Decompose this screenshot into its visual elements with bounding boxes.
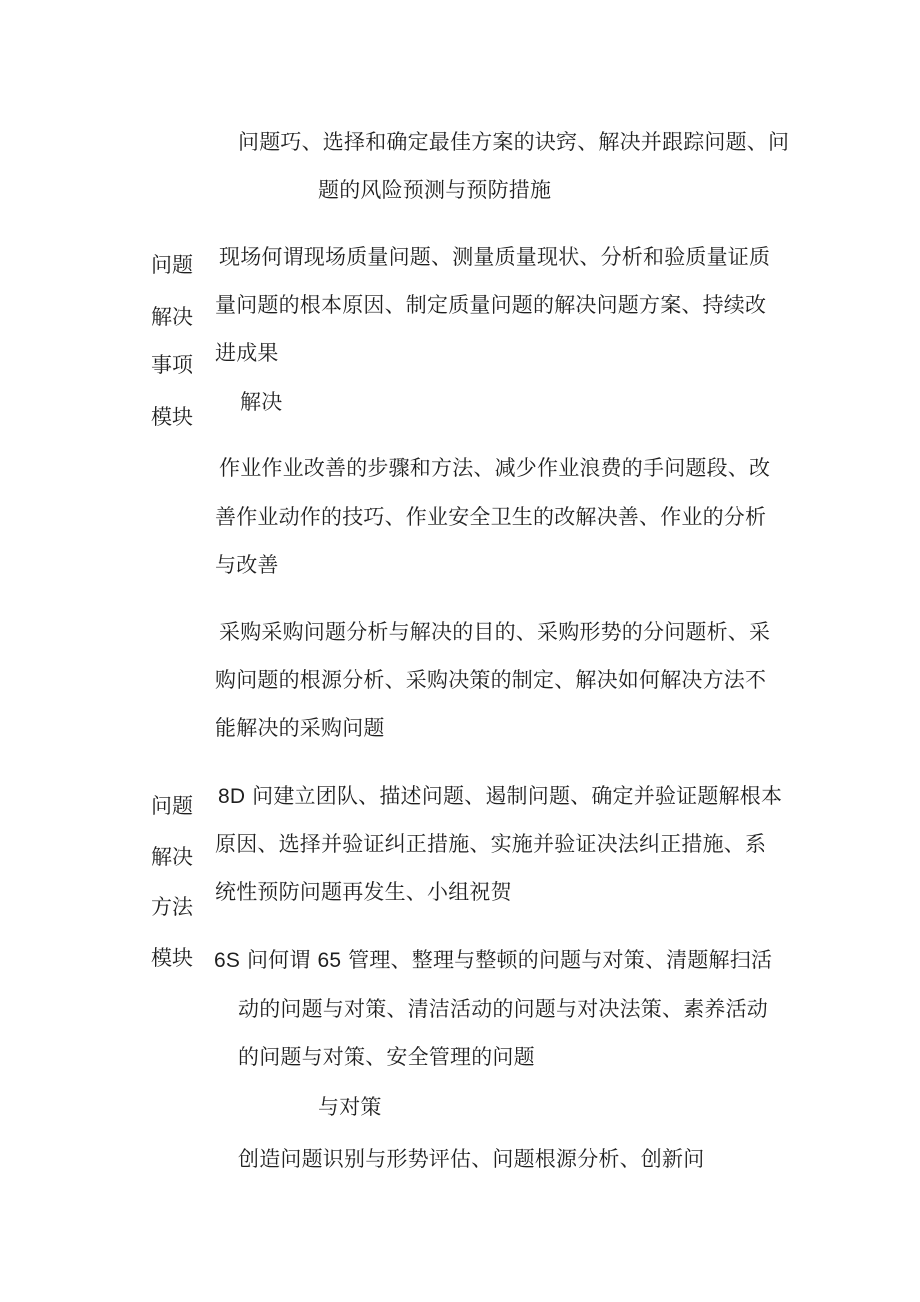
side-label-matters-3: 事项	[151, 353, 193, 377]
purchase-line-2: 购问题的根源分析、采购决策的制定、解决如何解决方法不	[215, 668, 767, 692]
onsite-line-2: 量问题的根本原因、制定质量问题的解决问题方案、持续改	[215, 293, 767, 317]
intro-line-2: 题的风险预测与预防措施	[318, 178, 552, 202]
operation-line-3: 与改善	[215, 553, 279, 577]
creative-line-1: 创造问题识别与形势评估、问题根源分析、创新问	[238, 1147, 705, 1171]
eight-d-line-2: 原因、选择并验证纠正措施、实施并验证决法纠正措施、系	[215, 832, 767, 856]
side-label-methods-4: 模块	[151, 946, 193, 970]
intro-line-1: 问题巧、选择和确定最佳方案的诀窍、解决并跟踪问题、问	[238, 130, 790, 154]
purchase-line-1: 采购采购问题分析与解决的目的、采购形势的分问题析、采	[219, 620, 771, 644]
onsite-line-1: 现场何谓现场质量问题、测量质量现状、分析和验质量证质	[219, 245, 771, 269]
operation-line-1: 作业作业改善的步骤和方法、减少作业浪费的手问题段、改	[219, 456, 771, 480]
six-s-line-2: 动的问题与对策、清洁活动的问题与对决法策、素养活动	[238, 997, 768, 1021]
six-s-number: 65	[317, 949, 342, 972]
six-s-line-1	[214, 946, 772, 975]
purchase-line-3: 能解决的采购问题	[215, 716, 385, 740]
side-label-matters-1: 问题	[151, 253, 193, 277]
six-s-line-1-rest: 管理、整理与整顿的问题与对策、清题解扫活	[348, 948, 773, 972]
onsite-line-3: 进成果	[215, 341, 279, 365]
side-label-matters-4: 模块	[151, 405, 193, 429]
side-label-methods-3: 方法	[151, 895, 193, 919]
six-s-prefix: 6S	[214, 949, 241, 972]
six-s-line-4: 与对策	[318, 1095, 382, 1119]
onsite-line-4: 解决	[240, 390, 283, 414]
six-s-line-3: 的问题与对策、安全管理的问题	[238, 1045, 535, 1069]
operation-line-2: 善作业动作的技巧、作业安全卫生的改解决善、作业的分析	[215, 505, 767, 529]
side-label-matters-2: 解决	[151, 305, 193, 329]
eight-d-prefix: 8D	[218, 785, 246, 808]
side-label-methods-1: 问题	[151, 794, 193, 818]
eight-d-line-1-rest: 问建立团队、描述问题、遏制问题、确定并验证题解根本	[252, 784, 783, 808]
eight-d-line-3: 统性预防问题再发生、小组祝贺	[215, 880, 512, 904]
eight-d-line-1	[218, 782, 782, 811]
six-s-mid: 问何谓	[246, 948, 311, 972]
side-label-methods-2: 解决	[151, 845, 193, 869]
